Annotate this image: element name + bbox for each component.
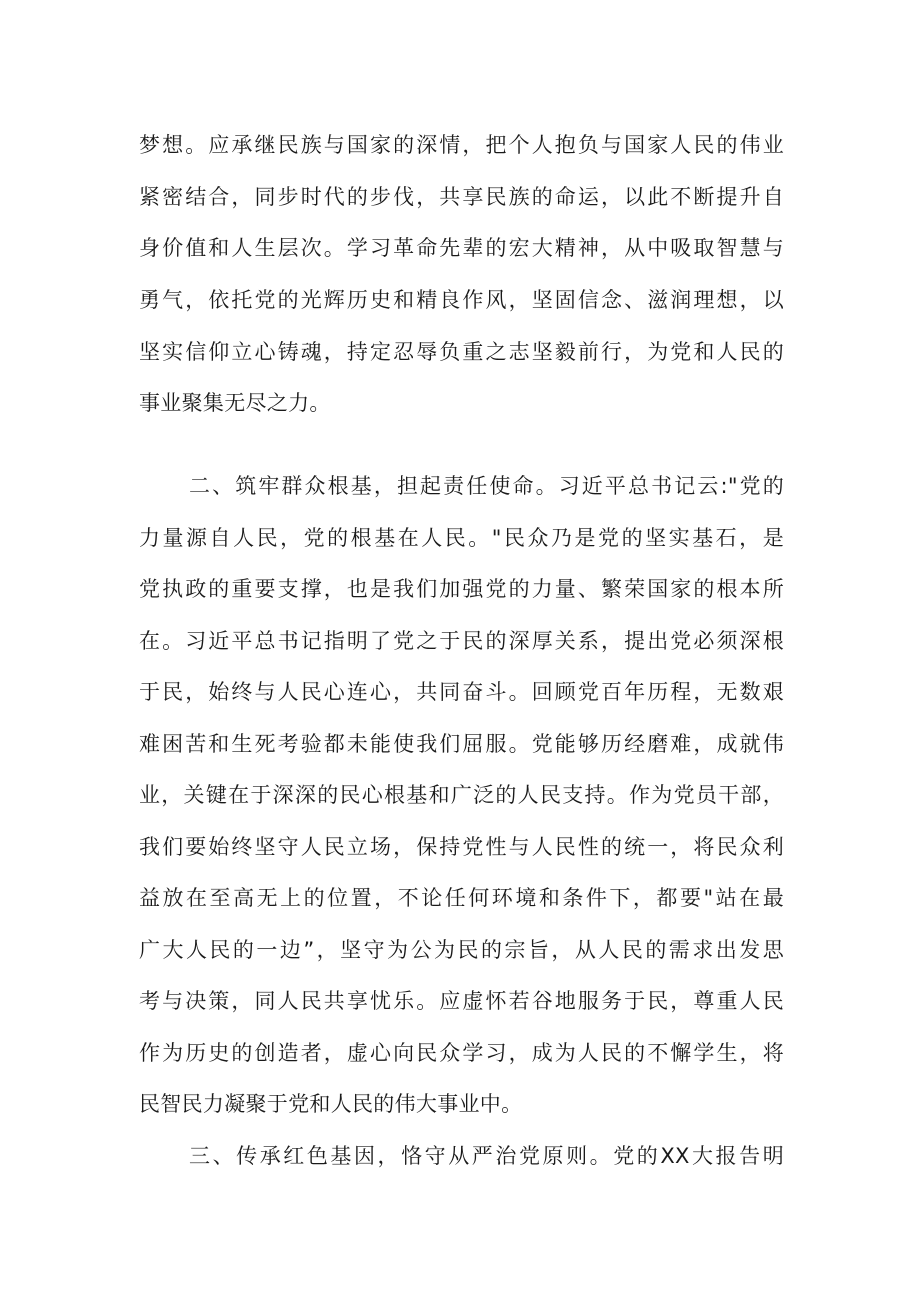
paragraph-3-line-1: 三、传承红色基因，恪守从严治党原则。党的XX大报告明 <box>189 1144 784 1168</box>
paragraph-2-line-7: 业，关键在于深深的民心根基和广泛的人民支持。作为党员干部， <box>139 783 784 807</box>
paragraph-1-line-5: 坚实信仰立心铸魂，持定忍辱负重之志坚毅前行，为党和人民的 <box>139 340 784 364</box>
paragraph-2-line-9: 益放在至高无上的位置，不论任何环境和条件下，都要"站在最 <box>139 886 784 910</box>
paragraph-1-line-6: 事业聚集无尽之力。 <box>139 391 331 415</box>
paragraph-2-line-10: 广大人民的一边”，坚守为公为民的宗旨，从人民的需求出发思 <box>139 938 784 962</box>
paragraph-2-line-13: 民智民力凝聚于党和人民的伟大事业中。 <box>139 1092 523 1116</box>
paragraph-2-line-1: 二、筑牢群众根基，担起责任使命。习近平总书记云:"党的 <box>189 474 784 498</box>
paragraph-2-line-2: 力量源自人民，党的根基在人民。"民众乃是党的坚实基石，是 <box>139 526 784 550</box>
paragraph-2-line-5: 于民，始终与人民心连心，共同奋斗。回顾党百年历程，无数艰 <box>139 680 784 704</box>
paragraph-1-line-3: 身价值和人生层次。学习革命先辈的宏大精神，从中吸取智慧与 <box>139 236 784 260</box>
paragraph-2-line-4: 在。习近平总书记指明了党之于民的深厚关系，提出党必须深根 <box>139 629 784 653</box>
paragraph-1-line-1: 梦想。应承继民族与国家的深情，把个人抱负与国家人民的伟业 <box>139 133 784 157</box>
paragraph-2-line-11: 考与决策，同人民共享忧乐。应虚怀若谷地服务于民，尊重人民 <box>139 989 784 1013</box>
paragraph-2-line-8: 我们要始终坚守人民立场，保持党性与人民性的统一，将民众利 <box>139 835 784 859</box>
paragraph-2-line-3: 党执政的重要支撑，也是我们加强党的力量、繁荣国家的根本所 <box>139 577 784 601</box>
paragraph-1-line-4: 勇气，依托党的光辉历史和精良作风，坚固信念、滋润理想，以 <box>139 288 784 312</box>
paragraph-1-line-2: 紧密结合，同步时代的步伐，共享民族的命运，以此不断提升自 <box>139 185 784 209</box>
paragraph-2-line-6: 难困苦和生死考验都未能使我们屈服。党能够历经磨难，成就伟 <box>139 732 784 756</box>
paragraph-2-line-12: 作为历史的创造者，虚心向民众学习，成为人民的不懈学生，将 <box>139 1041 784 1065</box>
